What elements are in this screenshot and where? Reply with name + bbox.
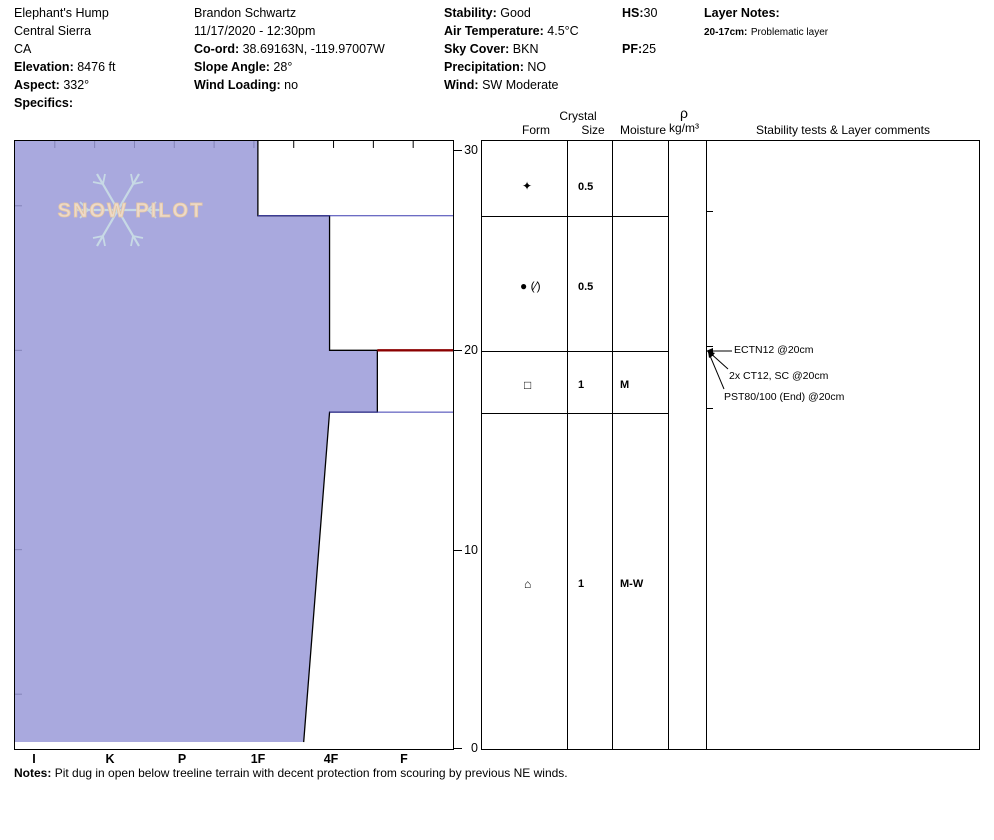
precipitation-label: Precipitation: bbox=[444, 60, 524, 74]
stability-test-1: ECTN12 @20cm bbox=[734, 344, 814, 356]
profile-header bbox=[0, 0, 994, 120]
stability-label: Stability: bbox=[444, 6, 497, 20]
aspect-value: 332° bbox=[63, 78, 90, 92]
depth-tick-20: 20 bbox=[464, 343, 478, 357]
pf-label: PF: bbox=[622, 42, 643, 56]
hardness-label-I: I bbox=[32, 752, 36, 766]
wind-loading-value: no bbox=[284, 78, 299, 92]
grain-size-layer-1: 0.5 bbox=[578, 181, 594, 193]
grid-divider-size bbox=[612, 141, 613, 749]
form-header: Form bbox=[522, 123, 550, 137]
size-header: Size bbox=[581, 123, 605, 137]
hardness-label-F: F bbox=[400, 752, 408, 766]
header-conditions-column bbox=[444, 4, 619, 94]
depth-axis bbox=[454, 140, 480, 755]
moisture-header: Moisture bbox=[619, 123, 666, 137]
grid-row-divider-17 bbox=[482, 413, 668, 414]
crystal-header: Crystal bbox=[559, 109, 597, 123]
layer-note-depth: 20-17cm: bbox=[704, 27, 748, 38]
stability-value: Good bbox=[500, 6, 531, 20]
aspect-label: Aspect: bbox=[14, 78, 60, 92]
wind-label: Wind: bbox=[444, 78, 479, 92]
grid-divider-density bbox=[706, 141, 707, 749]
moisture-layer-4: M-W bbox=[620, 578, 644, 590]
header-layer-notes-column bbox=[704, 4, 994, 42]
grain-size-layer-2: 0.5 bbox=[578, 281, 594, 293]
layer-note-text: Problematic layer bbox=[750, 27, 829, 38]
hardness-label-4F: 4F bbox=[323, 752, 339, 766]
density-tick-3 bbox=[707, 408, 713, 409]
grain-size-layer-4: 1 bbox=[578, 578, 585, 590]
hs-value: 30 bbox=[643, 6, 658, 20]
hardness-label-K: K bbox=[105, 752, 115, 766]
slope-angle-value: 28° bbox=[273, 60, 293, 74]
hs-label: HS: bbox=[622, 6, 644, 20]
stability-test-2: 2x CT12, SC @20cm bbox=[729, 370, 829, 382]
logo-text: SNOW PILOT bbox=[57, 200, 205, 222]
layer-notes-title: Layer Notes: bbox=[704, 6, 780, 20]
density-units-header: kg/m³ bbox=[669, 121, 699, 135]
elevation-label: Elevation: bbox=[14, 60, 74, 74]
sky-cover-label: Sky Cover: bbox=[444, 42, 510, 56]
coord-label: Co-ord: bbox=[194, 42, 240, 56]
grain-form-symbol-layer-1: ✦ bbox=[522, 179, 533, 193]
pf-value: 25 bbox=[642, 42, 657, 56]
hardness-label-P: P bbox=[177, 752, 187, 766]
elevation-value: 8476 ft bbox=[77, 60, 116, 74]
grid-row-divider-26 bbox=[482, 216, 668, 217]
notes-row bbox=[14, 766, 974, 780]
grain-form-symbol-layer-2: ● (∕) bbox=[520, 279, 541, 293]
grid-divider-moisture bbox=[668, 141, 669, 749]
wind-loading-label: Wind Loading: bbox=[194, 78, 281, 92]
slope-angle-label: Slope Angle: bbox=[194, 60, 270, 74]
snowpack-area bbox=[15, 141, 453, 749]
grid-row-divider-20 bbox=[482, 351, 668, 352]
observation-datetime: 11/17/2020 - 12:30pm bbox=[194, 24, 316, 38]
density-tick-1 bbox=[707, 211, 713, 212]
grid-divider-form bbox=[567, 141, 568, 749]
header-location-column bbox=[14, 4, 189, 112]
depth-tick-30: 30 bbox=[464, 143, 478, 157]
header-observer-column bbox=[194, 4, 439, 94]
stability-tests-header: Stability tests & Layer comments bbox=[755, 123, 931, 137]
observer-name: Brandon Schwartz bbox=[194, 6, 297, 20]
hardness-label-1F: 1F bbox=[250, 752, 266, 766]
density-symbol-header: ρ bbox=[680, 105, 688, 121]
depth-tick-0: 0 bbox=[471, 741, 478, 755]
grain-form-symbol-layer-3: □ bbox=[524, 378, 532, 392]
grain-size-layer-3: 1 bbox=[578, 379, 585, 391]
header-snow-column bbox=[622, 4, 702, 58]
site-state: CA bbox=[14, 42, 32, 56]
sky-cover-value: BKN bbox=[512, 42, 539, 56]
specifics-label: Specifics: bbox=[14, 96, 74, 110]
notes-text: Pit dug in open below treeline terrain with decent protection from scouring by previous NE winds. bbox=[54, 766, 568, 780]
layer-data-grid bbox=[481, 140, 980, 750]
air-temperature-value: 4.5°C bbox=[547, 24, 579, 38]
coord-value: 38.69163N, -119.97007W bbox=[242, 42, 385, 56]
depth-tick-10: 10 bbox=[464, 543, 478, 557]
grain-form-symbol-layer-4: ⌂ bbox=[524, 577, 532, 591]
notes-label: Notes: bbox=[14, 766, 52, 780]
snow-profile-plot bbox=[14, 140, 454, 750]
stability-test-3: PST80/100 (End) @20cm bbox=[724, 391, 845, 403]
hardness-fill bbox=[15, 141, 377, 742]
precipitation-value: NO bbox=[527, 60, 547, 74]
air-temperature-label: Air Temperature: bbox=[444, 24, 544, 38]
moisture-layer-3: M bbox=[620, 379, 630, 391]
site-name: Elephant's Hump bbox=[14, 6, 109, 20]
layer-note-entry bbox=[704, 22, 994, 42]
wind-value: SW Moderate bbox=[482, 78, 559, 92]
site-region: Central Sierra bbox=[14, 24, 92, 38]
